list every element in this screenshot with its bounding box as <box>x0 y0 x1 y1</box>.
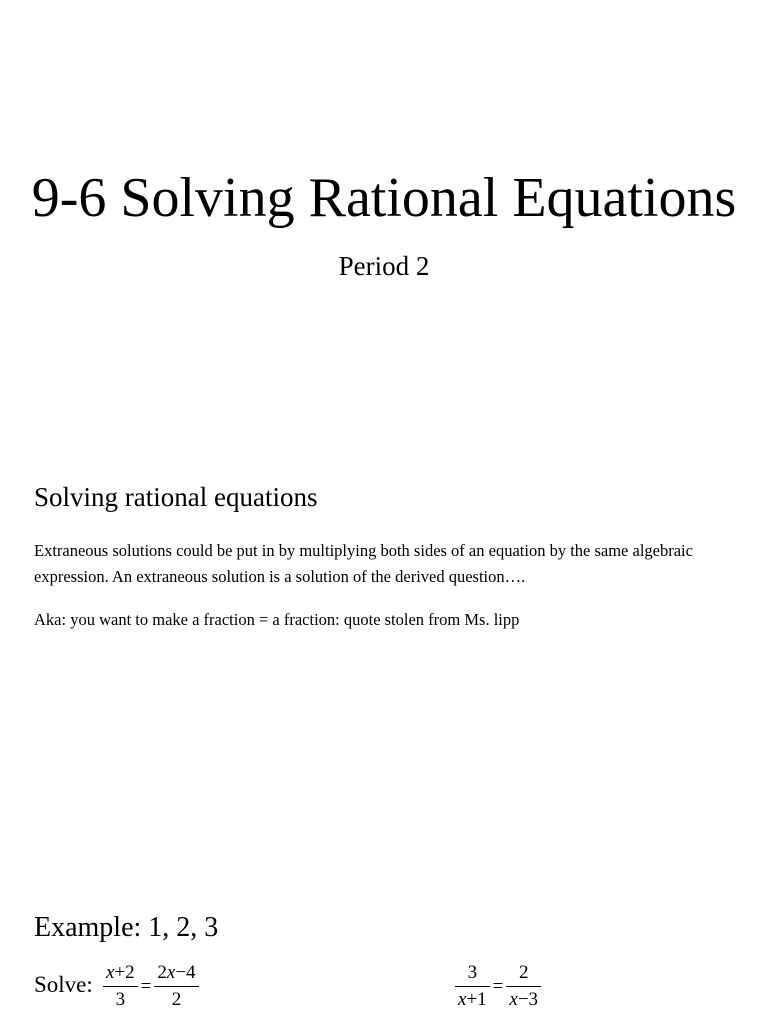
equation-1-left-fraction <box>103 962 138 1011</box>
fraction-numerator: 2 <box>518 962 529 983</box>
equation-2-right-fraction <box>506 962 541 1011</box>
fraction-numerator: 3 <box>467 962 478 983</box>
equals-sign: = <box>492 975 504 997</box>
section-heading: Solving rational equations <box>34 482 318 512</box>
equation-1-right-fraction <box>154 962 198 1011</box>
fraction-denominator: 3 <box>115 989 126 1010</box>
fraction-denominator: x+1 <box>458 989 487 1010</box>
fraction-denominator: x−3 <box>509 989 539 1010</box>
solve-label: Solve: <box>34 972 93 997</box>
aka-note-paragraph: Aka: you want to make a fraction = a fraction: quote stolen from Ms. lipp <box>34 610 520 629</box>
equation-1 <box>103 962 199 1011</box>
fraction-numerator: x+2 <box>106 962 135 983</box>
fraction-numerator: 2x−4 <box>157 962 196 983</box>
slide-title: 9-6 Solving Rational Equations <box>31 167 737 229</box>
example-heading: Example: 1, 2, 3 <box>34 912 219 943</box>
equation-2-left-fraction <box>455 962 490 1011</box>
equation-2 <box>455 962 541 1011</box>
equals-sign: = <box>140 975 152 997</box>
extraneous-solutions-paragraph: Extraneous solutions could be put in by multiplying both sides of an equation by the same algebraic expression. An extraneous solution is a solution of the derived question…. <box>34 541 693 586</box>
fraction-denominator: 2 <box>171 989 182 1010</box>
slide-subtitle: Period 2 <box>338 251 430 281</box>
